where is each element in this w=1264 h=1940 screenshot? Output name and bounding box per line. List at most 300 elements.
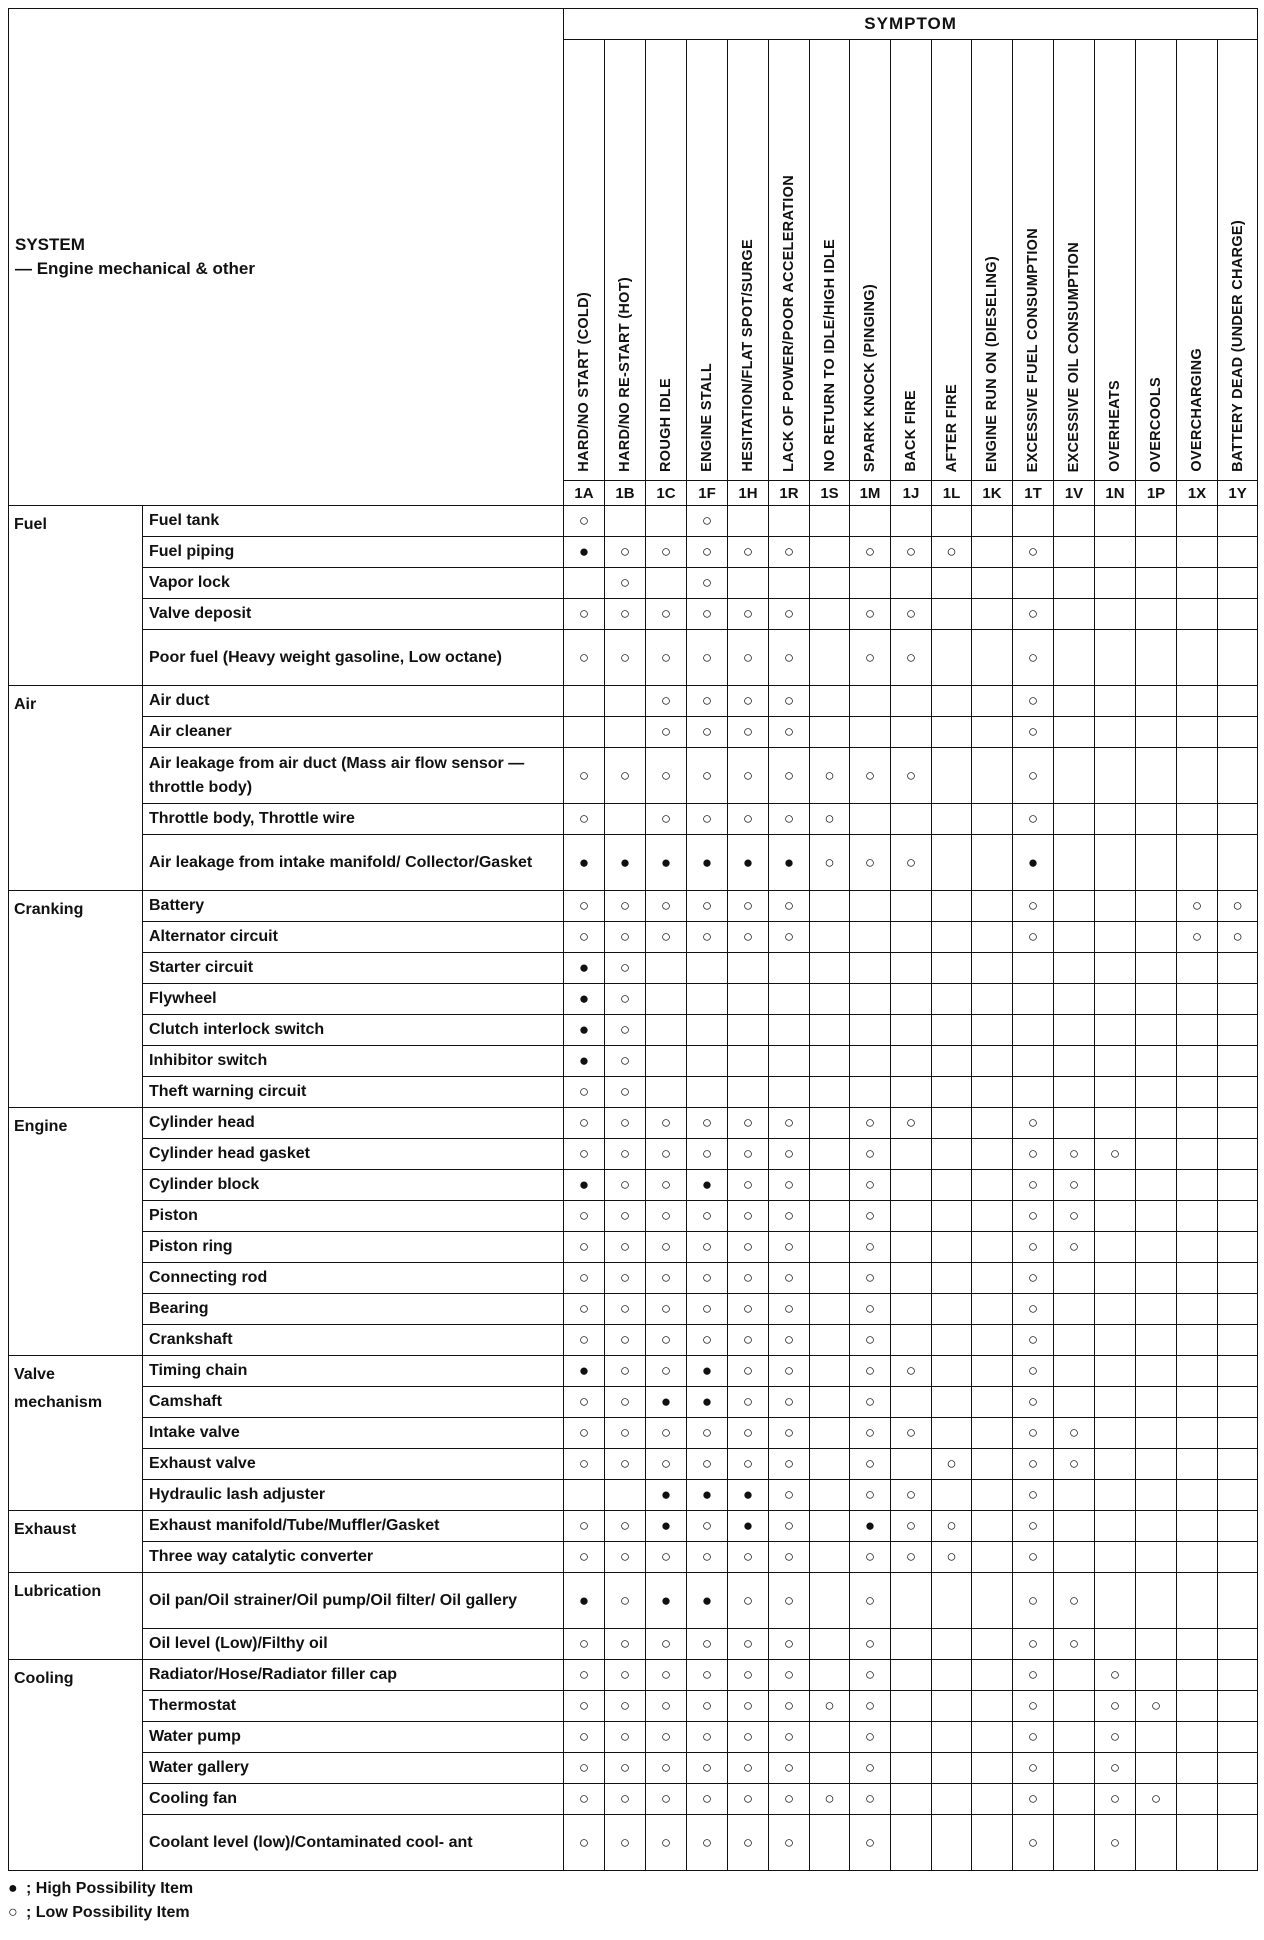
empty-cell	[932, 922, 972, 953]
empty-cell	[728, 1015, 769, 1046]
empty-cell	[1177, 686, 1218, 717]
table-row	[9, 1573, 1258, 1629]
empty-cell	[1218, 1387, 1258, 1418]
low-possibility-icon: ○	[728, 630, 769, 686]
table-row	[9, 1753, 1258, 1784]
low-possibility-icon: ○	[1054, 1418, 1095, 1449]
empty-cell	[972, 953, 1013, 984]
empty-cell	[891, 1077, 932, 1108]
low-possibility-icon: ○	[850, 1387, 891, 1418]
low-possibility-icon: ○	[850, 1263, 891, 1294]
low-possibility-icon: ○	[646, 1232, 687, 1263]
empty-cell	[932, 1573, 972, 1629]
symptom-header-1s	[810, 40, 850, 481]
empty-cell	[891, 1139, 932, 1170]
low-possibility-icon: ○	[769, 1387, 810, 1418]
low-possibility-icon: ○	[687, 1232, 728, 1263]
empty-cell	[1095, 1201, 1136, 1232]
low-possibility-icon: ○	[728, 1201, 769, 1232]
empty-cell	[1177, 1573, 1218, 1629]
low-possibility-icon: ○	[850, 1691, 891, 1722]
symptom-code: 1M	[850, 481, 891, 506]
empty-cell	[564, 717, 605, 748]
low-possibility-icon: ○	[1177, 891, 1218, 922]
low-possibility-icon: ○	[646, 1201, 687, 1232]
empty-cell	[932, 1108, 972, 1139]
low-possibility-icon: ○	[1013, 1325, 1054, 1356]
empty-cell	[1054, 922, 1095, 953]
empty-cell	[1095, 1232, 1136, 1263]
symptom-header-1k	[972, 40, 1013, 481]
empty-cell	[1177, 1015, 1218, 1046]
symptom-label: ENGINE RUN ON (DIESELING)	[984, 255, 1001, 472]
low-possibility-icon: ○	[605, 1418, 646, 1449]
empty-cell	[891, 953, 932, 984]
low-possibility-icon: ○	[605, 1691, 646, 1722]
empty-cell	[1054, 804, 1095, 835]
system-group-label: Cranking	[9, 891, 143, 1108]
low-possibility-icon: ○	[769, 1784, 810, 1815]
empty-cell	[1136, 953, 1177, 984]
empty-cell	[605, 506, 646, 537]
low-possibility-icon: ○	[932, 1542, 972, 1573]
empty-cell	[891, 1660, 932, 1691]
low-possibility-icon: ○	[769, 1815, 810, 1871]
empty-cell	[972, 686, 1013, 717]
empty-cell	[1136, 1511, 1177, 1542]
empty-cell	[646, 1015, 687, 1046]
empty-cell	[932, 1232, 972, 1263]
symptom-header-1l	[932, 40, 972, 481]
symptom-code: 1Y	[1218, 481, 1258, 506]
low-possibility-icon: ○	[850, 599, 891, 630]
component-label: Water pump	[143, 1722, 564, 1753]
table-row	[9, 1170, 1258, 1201]
component-label: Oil pan/Oil strainer/Oil pump/Oil filter/ Oil gallery	[143, 1573, 564, 1629]
empty-cell	[1054, 1015, 1095, 1046]
empty-cell	[932, 1046, 972, 1077]
low-possibility-icon: ○	[728, 1418, 769, 1449]
low-possibility-icon: ○	[605, 1046, 646, 1077]
empty-cell	[972, 891, 1013, 922]
empty-cell	[1054, 835, 1095, 891]
table-row	[9, 1387, 1258, 1418]
empty-cell	[1095, 1294, 1136, 1325]
empty-cell	[810, 1170, 850, 1201]
empty-cell	[810, 1722, 850, 1753]
high-possibility-icon: ●	[564, 984, 605, 1015]
symptom-label: BACK FIRE	[903, 390, 920, 472]
empty-cell	[810, 1356, 850, 1387]
low-possibility-icon: ○	[687, 1418, 728, 1449]
empty-cell	[1136, 1263, 1177, 1294]
low-possibility-icon: ○	[769, 686, 810, 717]
empty-cell	[972, 1201, 1013, 1232]
table-row	[9, 891, 1258, 922]
table-row	[9, 599, 1258, 630]
empty-cell	[972, 1691, 1013, 1722]
symptom-code: 1B	[605, 481, 646, 506]
low-possibility-icon: ○	[1013, 1387, 1054, 1418]
empty-cell	[1054, 1480, 1095, 1511]
empty-cell	[769, 506, 810, 537]
empty-cell	[1136, 1108, 1177, 1139]
low-possibility-icon: ○	[728, 717, 769, 748]
low-possibility-icon: ○	[1095, 1660, 1136, 1691]
low-possibility-icon: ○	[646, 1263, 687, 1294]
table-row	[9, 1139, 1258, 1170]
empty-cell	[810, 1573, 850, 1629]
low-possibility-icon: ○	[1054, 1201, 1095, 1232]
empty-cell	[972, 537, 1013, 568]
empty-cell	[810, 1325, 850, 1356]
low-possibility-icon: ○	[564, 1325, 605, 1356]
low-possibility-icon: ○	[932, 1449, 972, 1480]
empty-cell	[1136, 506, 1177, 537]
low-possibility-icon: ○	[1013, 804, 1054, 835]
table-row	[9, 1629, 1258, 1660]
low-possibility-icon: ○	[564, 804, 605, 835]
low-possibility-icon: ○	[687, 1542, 728, 1573]
low-possibility-icon: ○	[605, 1511, 646, 1542]
low-possibility-icon: ○	[605, 1722, 646, 1753]
empty-cell	[1095, 1077, 1136, 1108]
component-label: Hydraulic lash adjuster	[143, 1480, 564, 1511]
system-header-cell	[9, 9, 564, 506]
low-possibility-icon: ○	[687, 537, 728, 568]
low-possibility-icon: ○	[769, 1691, 810, 1722]
low-possibility-icon: ○	[769, 1170, 810, 1201]
low-possibility-icon: ○	[850, 835, 891, 891]
empty-cell	[1136, 1542, 1177, 1573]
empty-cell	[1095, 748, 1136, 804]
low-possibility-icon: ○	[1013, 717, 1054, 748]
low-possibility-icon: ○	[605, 748, 646, 804]
low-possibility-icon: ○	[769, 1232, 810, 1263]
low-possibility-icon: ○	[687, 686, 728, 717]
empty-cell	[932, 804, 972, 835]
empty-cell	[891, 891, 932, 922]
empty-cell	[646, 984, 687, 1015]
empty-cell	[932, 835, 972, 891]
empty-cell	[810, 1629, 850, 1660]
empty-cell	[1136, 1418, 1177, 1449]
empty-cell	[1218, 1418, 1258, 1449]
table-row	[9, 1108, 1258, 1139]
component-label: Poor fuel (Heavy weight gasoline, Low octane)	[143, 630, 564, 686]
empty-cell	[810, 1139, 850, 1170]
empty-cell	[1177, 506, 1218, 537]
low-possibility-icon: ○	[728, 1263, 769, 1294]
empty-cell	[1013, 1077, 1054, 1108]
empty-cell	[1136, 1480, 1177, 1511]
low-possibility-icon: ○	[564, 1108, 605, 1139]
low-possibility-icon: ○	[728, 891, 769, 922]
low-possibility-icon: ○	[687, 1691, 728, 1722]
legend-low-label: ; Low Possibility Item	[26, 1904, 190, 1921]
low-possibility-icon: ○	[687, 1108, 728, 1139]
legend-high	[8, 1877, 1254, 1901]
table-row	[9, 1480, 1258, 1511]
high-possibility-icon: ●	[646, 1480, 687, 1511]
empty-cell	[1218, 804, 1258, 835]
low-possibility-icon: ○	[769, 1263, 810, 1294]
low-possibility-icon: ○	[646, 891, 687, 922]
low-possibility-icon: ○	[850, 1418, 891, 1449]
empty-cell	[1136, 984, 1177, 1015]
component-label: Air cleaner	[143, 717, 564, 748]
empty-cell	[891, 1201, 932, 1232]
empty-cell	[1218, 953, 1258, 984]
high-possibility-icon: ●	[769, 835, 810, 891]
empty-cell	[1177, 1691, 1218, 1722]
component-label: Fuel tank	[143, 506, 564, 537]
empty-cell	[972, 1108, 1013, 1139]
empty-cell	[1177, 1815, 1218, 1871]
low-possibility-icon: ○	[564, 599, 605, 630]
low-possibility-icon: ○	[850, 1660, 891, 1691]
low-possibility-icon: ○	[1013, 1691, 1054, 1722]
low-possibility-icon: ○	[687, 599, 728, 630]
high-possibility-icon: ●	[605, 835, 646, 891]
low-possibility-icon: ○	[1013, 1480, 1054, 1511]
symptom-header-1n	[1095, 40, 1136, 481]
empty-cell	[891, 1753, 932, 1784]
low-possibility-icon: ○	[728, 1387, 769, 1418]
low-possibility-icon: ○	[646, 1691, 687, 1722]
low-possibility-icon: ○	[728, 686, 769, 717]
symptom-code: 1P	[1136, 481, 1177, 506]
component-label: Exhaust valve	[143, 1449, 564, 1480]
high-possibility-icon: ●	[646, 1387, 687, 1418]
empty-cell	[1136, 1815, 1177, 1871]
empty-cell	[1218, 1722, 1258, 1753]
empty-cell	[810, 1449, 850, 1480]
empty-cell	[769, 1015, 810, 1046]
low-possibility-icon: ○	[1013, 748, 1054, 804]
empty-cell	[728, 1046, 769, 1077]
empty-cell	[687, 1015, 728, 1046]
symptom-label: ROUGH IDLE	[658, 377, 675, 472]
empty-cell	[932, 1660, 972, 1691]
table-row	[9, 1722, 1258, 1753]
empty-cell	[932, 1691, 972, 1722]
empty-cell	[810, 1387, 850, 1418]
empty-cell	[646, 506, 687, 537]
low-possibility-icon: ○	[769, 748, 810, 804]
empty-cell	[1218, 1691, 1258, 1722]
table-row	[9, 835, 1258, 891]
table-row	[9, 984, 1258, 1015]
empty-cell	[1177, 1480, 1218, 1511]
empty-cell	[932, 717, 972, 748]
low-possibility-icon: ○	[687, 1660, 728, 1691]
empty-cell	[810, 630, 850, 686]
low-possibility-icon: ○	[605, 1753, 646, 1784]
low-possibility-icon: ○	[564, 891, 605, 922]
low-possibility-icon: ○	[728, 537, 769, 568]
low-possibility-icon: ○	[728, 1722, 769, 1753]
empty-cell	[1136, 1356, 1177, 1387]
low-possibility-icon: ○	[605, 1015, 646, 1046]
low-possibility-icon: ○	[769, 891, 810, 922]
table-row	[9, 1449, 1258, 1480]
empty-cell	[810, 599, 850, 630]
table-row	[9, 953, 1258, 984]
low-possibility-icon: ○	[8, 1904, 18, 1921]
low-possibility-icon: ○	[646, 1815, 687, 1871]
component-label: Thermostat	[143, 1691, 564, 1722]
component-label: Oil level (Low)/Filthy oil	[143, 1629, 564, 1660]
empty-cell	[1218, 1046, 1258, 1077]
low-possibility-icon: ○	[891, 1356, 932, 1387]
component-label: Camshaft	[143, 1387, 564, 1418]
symptom-label: LACK OF POWER/POOR ACCELERATION	[781, 175, 798, 472]
empty-cell	[810, 686, 850, 717]
empty-cell	[1054, 1722, 1095, 1753]
empty-cell	[810, 1753, 850, 1784]
high-possibility-icon: ●	[687, 1480, 728, 1511]
low-possibility-icon: ○	[564, 1753, 605, 1784]
empty-cell	[1013, 953, 1054, 984]
empty-cell	[1136, 568, 1177, 599]
low-possibility-icon: ○	[769, 630, 810, 686]
empty-cell	[605, 717, 646, 748]
empty-cell	[1177, 717, 1218, 748]
symptom-label: BATTERY DEAD (UNDER CHARGE)	[1229, 220, 1246, 472]
empty-cell	[1095, 891, 1136, 922]
system-group-label: Exhaust	[9, 1511, 143, 1573]
empty-cell	[1095, 1263, 1136, 1294]
low-possibility-icon: ○	[564, 1201, 605, 1232]
empty-cell	[687, 1046, 728, 1077]
empty-cell	[605, 686, 646, 717]
high-possibility-icon: ●	[564, 953, 605, 984]
empty-cell	[1136, 1046, 1177, 1077]
empty-cell	[1136, 1294, 1177, 1325]
table-row	[9, 1077, 1258, 1108]
empty-cell	[932, 953, 972, 984]
empty-cell	[687, 984, 728, 1015]
empty-cell	[1177, 1294, 1218, 1325]
table-row	[9, 1046, 1258, 1077]
symptom-label: EXCESSIVE FUEL CONSUMPTION	[1025, 227, 1042, 472]
low-possibility-icon: ○	[728, 1325, 769, 1356]
empty-cell	[932, 568, 972, 599]
empty-cell	[1136, 1629, 1177, 1660]
low-possibility-icon: ○	[1013, 1511, 1054, 1542]
symptom-code: 1J	[891, 481, 932, 506]
low-possibility-icon: ○	[891, 748, 932, 804]
low-possibility-icon: ○	[564, 1232, 605, 1263]
low-possibility-icon: ○	[1095, 1815, 1136, 1871]
low-possibility-icon: ○	[891, 1542, 932, 1573]
empty-cell	[1095, 630, 1136, 686]
empty-cell	[1177, 1170, 1218, 1201]
empty-cell	[1054, 1660, 1095, 1691]
empty-cell	[850, 891, 891, 922]
low-possibility-icon: ○	[605, 1573, 646, 1629]
empty-cell	[1218, 984, 1258, 1015]
symptom-label: SPARK KNOCK (PINGING)	[862, 283, 879, 472]
low-possibility-icon: ○	[769, 717, 810, 748]
low-possibility-icon: ○	[810, 835, 850, 891]
low-possibility-icon: ○	[564, 1387, 605, 1418]
empty-cell	[972, 922, 1013, 953]
empty-cell	[932, 1263, 972, 1294]
symptom-code: 1N	[1095, 481, 1136, 506]
empty-cell	[1177, 1511, 1218, 1542]
low-possibility-icon: ○	[646, 1294, 687, 1325]
low-possibility-icon: ○	[605, 1356, 646, 1387]
component-label: Crankshaft	[143, 1325, 564, 1356]
symptom-label: HARD/NO RE-START (HOT)	[617, 277, 634, 472]
component-label: Air leakage from intake manifold/ Collector/Gasket	[143, 835, 564, 891]
legend	[8, 1877, 1254, 1925]
symptom-label: ENGINE STALL	[699, 363, 716, 472]
low-possibility-icon: ○	[1013, 1753, 1054, 1784]
low-possibility-icon: ○	[728, 1629, 769, 1660]
low-possibility-icon: ○	[605, 537, 646, 568]
empty-cell	[972, 630, 1013, 686]
low-possibility-icon: ○	[646, 1418, 687, 1449]
empty-cell	[1136, 1722, 1177, 1753]
empty-cell	[1095, 1480, 1136, 1511]
empty-cell	[810, 1077, 850, 1108]
low-possibility-icon: ○	[728, 1691, 769, 1722]
low-possibility-icon: ○	[646, 1784, 687, 1815]
empty-cell	[972, 1511, 1013, 1542]
component-label: Radiator/Hose/Radiator filler cap	[143, 1660, 564, 1691]
low-possibility-icon: ○	[1177, 922, 1218, 953]
low-possibility-icon: ○	[605, 630, 646, 686]
table-row	[9, 1294, 1258, 1325]
low-possibility-icon: ○	[1013, 537, 1054, 568]
table-row	[9, 537, 1258, 568]
low-possibility-icon: ○	[1095, 1691, 1136, 1722]
low-possibility-icon: ○	[687, 1263, 728, 1294]
empty-cell	[1054, 537, 1095, 568]
low-possibility-icon: ○	[891, 537, 932, 568]
low-possibility-icon: ○	[687, 630, 728, 686]
low-possibility-icon: ○	[769, 1418, 810, 1449]
high-possibility-icon: ●	[8, 1880, 18, 1897]
empty-cell	[1218, 1753, 1258, 1784]
component-label: Flywheel	[143, 984, 564, 1015]
empty-cell	[850, 1077, 891, 1108]
low-possibility-icon: ○	[605, 922, 646, 953]
table-row	[9, 1263, 1258, 1294]
empty-cell	[1054, 748, 1095, 804]
symptom-code: 1R	[769, 481, 810, 506]
empty-cell	[972, 1015, 1013, 1046]
empty-cell	[810, 1294, 850, 1325]
empty-cell	[1054, 1046, 1095, 1077]
low-possibility-icon: ○	[932, 1511, 972, 1542]
empty-cell	[810, 1480, 850, 1511]
component-label: Connecting rod	[143, 1263, 564, 1294]
empty-cell	[972, 1542, 1013, 1573]
empty-cell	[1177, 537, 1218, 568]
empty-cell	[810, 891, 850, 922]
symptom-header-1f	[687, 40, 728, 481]
empty-cell	[1095, 984, 1136, 1015]
empty-cell	[1218, 1815, 1258, 1871]
low-possibility-icon: ○	[769, 1294, 810, 1325]
empty-cell	[891, 1722, 932, 1753]
empty-cell	[891, 1170, 932, 1201]
empty-cell	[1218, 1232, 1258, 1263]
